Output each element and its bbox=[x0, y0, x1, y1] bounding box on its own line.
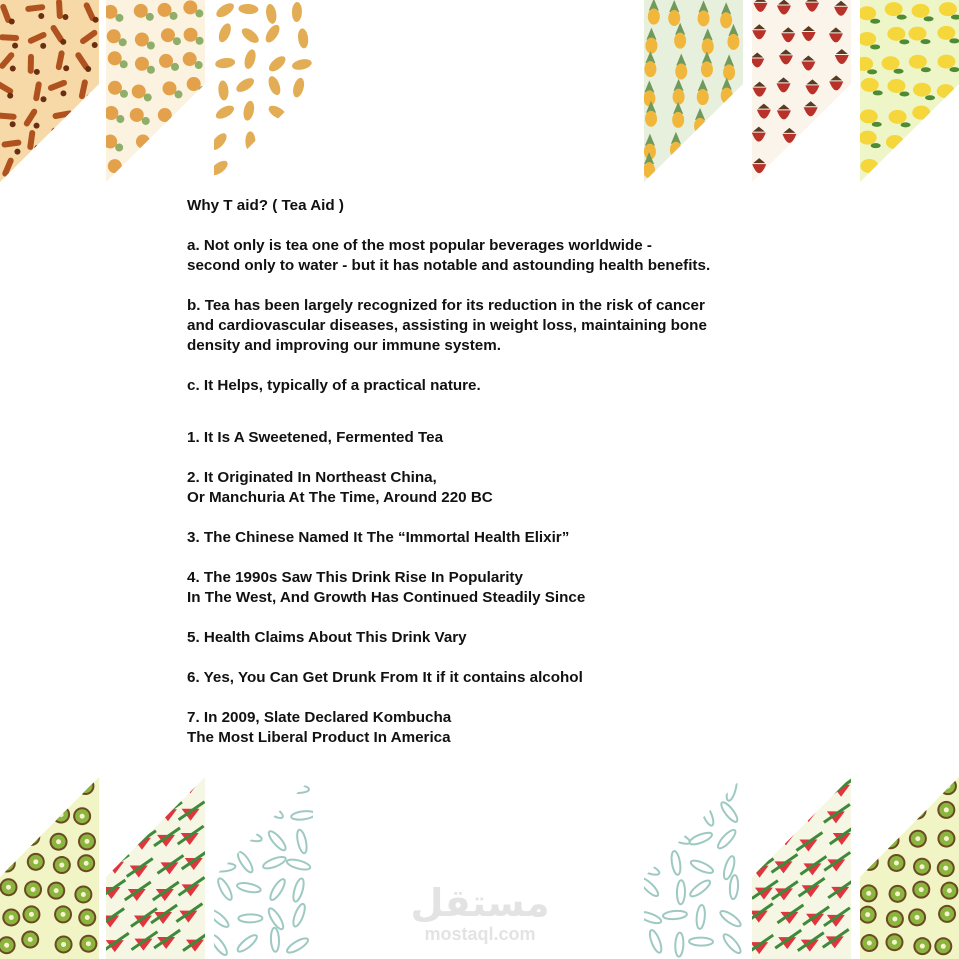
fact-item-line: 6. Yes, You Can Get Drunk From It if it contains alcohol bbox=[187, 669, 583, 686]
fact-item-line: The Most Liberal Product In America bbox=[187, 729, 451, 746]
fact-item-line: Or Manchuria At The Time, Around 220 BC bbox=[187, 489, 493, 506]
article-heading: Why T aid? ( Tea Aid ) bbox=[187, 197, 344, 214]
top-tile-strawberry-diamond-pattern bbox=[752, 0, 851, 182]
mostaql-watermark bbox=[410, 883, 550, 943]
intro-paragraphs bbox=[187, 236, 807, 396]
top-tile-lemon-anise-pattern bbox=[860, 0, 959, 182]
top-tile-cinnamon-anise-pattern bbox=[0, 0, 99, 182]
fact-item bbox=[187, 708, 807, 748]
fact-item-line: In The West, And Growth Has Continued Steadily Since bbox=[187, 589, 586, 606]
top-tile-pineapple-pattern bbox=[644, 0, 743, 182]
article-body bbox=[187, 196, 807, 768]
fact-item bbox=[187, 668, 807, 688]
bottom-tile-watermelon-pattern bbox=[106, 777, 205, 959]
fact-item bbox=[187, 428, 807, 448]
intro-paragraph bbox=[187, 376, 807, 396]
fact-item bbox=[187, 528, 807, 548]
fact-item-line: 7. In 2009, Slate Declared Kombucha bbox=[187, 709, 452, 726]
fact-item-line: 5. Health Claims About This Drink Vary bbox=[187, 629, 467, 646]
fact-item bbox=[187, 468, 807, 508]
intro-paragraph bbox=[187, 296, 807, 356]
intro-paragraph-line: b. Tea has been largely recognized for its reduction in the risk of cancer bbox=[187, 297, 705, 314]
bottom-tile-kiwi-pattern bbox=[860, 777, 959, 959]
fact-item-line: 3. The Chinese Named It The “Immortal Health Elixir” bbox=[187, 529, 570, 546]
bottom-tile-tropical-leaf-pattern bbox=[214, 777, 313, 959]
intro-paragraph-line: second only to water - but it has notable and astounding health benefits. bbox=[187, 257, 711, 274]
fact-item-line: 1. It Is A Sweetened, Fermented Tea bbox=[187, 429, 444, 446]
watermark-latin: mostaql.com bbox=[424, 924, 536, 944]
intro-paragraph-line: and cardiovascular diseases, assisting in weight loss, maintaining bone bbox=[187, 317, 707, 334]
facts-list bbox=[187, 428, 807, 748]
top-tile-ginger-root-pattern bbox=[214, 0, 313, 182]
fact-item bbox=[187, 568, 807, 608]
fact-item-line: 4. The 1990s Saw This Drink Rise In Popularity bbox=[187, 569, 523, 586]
fact-item-line: 2. It Originated In Northeast China, bbox=[187, 469, 437, 486]
top-tile-floral-autumn-pattern bbox=[106, 0, 205, 182]
watermark-arabic: مستقل bbox=[410, 881, 550, 925]
intro-paragraph-line: density and improving our immune system. bbox=[187, 337, 501, 354]
intro-paragraph-line: c. It Helps, typically of a practical nature. bbox=[187, 377, 481, 394]
bottom-tile-kiwi-pattern bbox=[0, 777, 99, 959]
bottom-tile-watermelon-pattern bbox=[752, 777, 851, 959]
fact-item bbox=[187, 628, 807, 648]
intro-paragraph bbox=[187, 236, 807, 276]
intro-paragraph-line: a. Not only is tea one of the most popular beverages worldwide - bbox=[187, 237, 652, 254]
bottom-tile-tropical-leaf-pattern bbox=[644, 777, 743, 959]
